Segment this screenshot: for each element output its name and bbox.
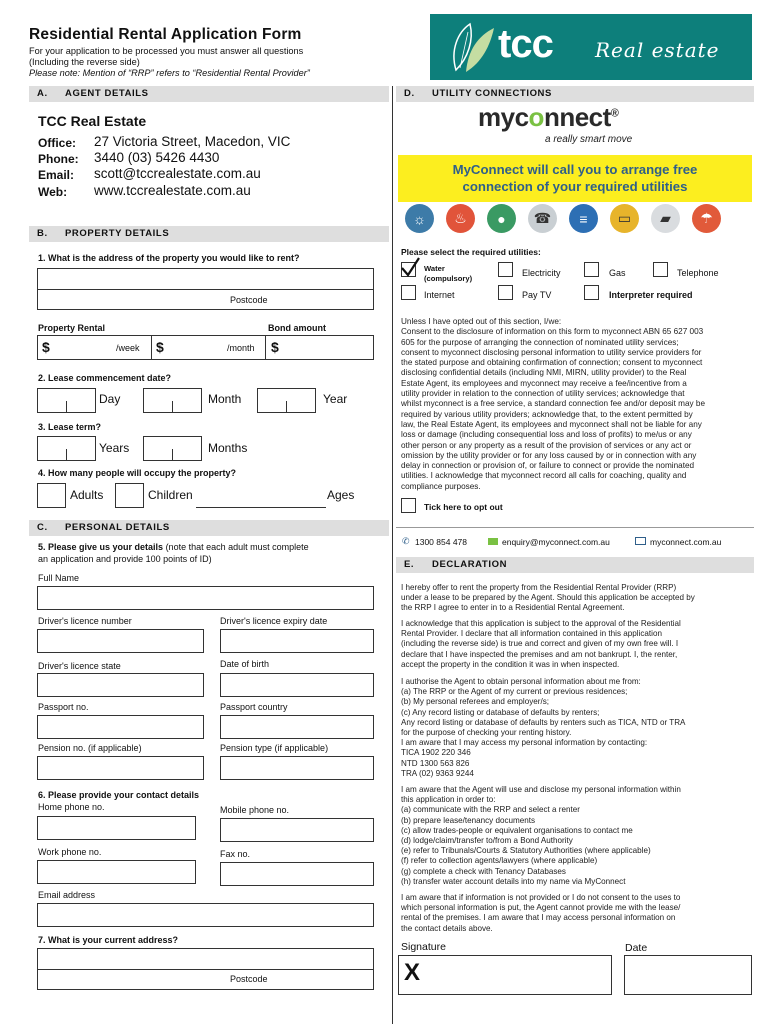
declaration-line: Any record listing or database of defaults by renters such as TICA, NTD or TRA [401,717,686,727]
children-label: Children [148,488,193,502]
consent-line: other person or any property as a result of the provision of services or any act or [401,440,692,450]
envelope-icon [488,538,498,545]
signature-label: Signature [401,941,446,953]
ages-line [196,507,326,508]
address-divider [37,289,374,290]
declaration-line: (f) refer to collection agents/lawyers (where applicable) [401,856,598,866]
declaration-line: (a) The RRP or the Agent of my current or previous residences; [401,687,628,697]
pension-no-input[interactable] [37,756,204,780]
electricity-checkbox[interactable] [498,262,513,277]
myconnect-phone: 1300 854 478 [415,537,467,547]
divider [396,527,754,528]
day-label: Day [99,392,121,406]
declaration-line: TICA 1902 220 346 [401,748,471,758]
q7-label: 7. What is your current address? [38,935,179,945]
signature-field[interactable] [398,955,612,995]
dollar-sign: $ [156,339,164,355]
divider [66,401,67,413]
q3-label: 3. Lease term? [38,422,102,432]
section-b-header: B. PROPERTY DETAILS [29,226,389,242]
paytv-checkbox[interactable] [498,285,513,300]
declaration-paragraph-1 [401,583,736,614]
declaration-line: I am aware that the Agent will use and disclose my personal information within [401,785,681,794]
logo-script: Real estate [595,38,720,62]
q1-label: 1. What is the address of the property you would like to rent? [38,253,300,263]
section-a-header: A. AGENT DETAILS [29,86,389,102]
address-divider [37,969,374,970]
laptop-icon [635,537,646,545]
column-divider [392,86,393,1024]
declaration-line: rental of the premises. I am aware that I may access personal information on [401,913,676,923]
declaration-line: (c) allow trades-people or equivalent organisations to contact me [401,825,633,835]
dob-label: Date of birth [220,659,270,669]
myconnect-banner: MyConnect will call you to arrange free connection of your required utilities [398,155,752,202]
declaration-line: (including the reverse side) is true and correct and given of my own free will. I [401,639,679,649]
declaration-line: this application in order to: [401,795,496,805]
date-label: Date [625,942,648,954]
passport-country-label: Passport country [220,702,288,712]
passport-country-input[interactable] [220,715,374,739]
licence-expiry-input[interactable] [220,629,374,653]
myconnect-logo: myconnect® [478,102,619,132]
licence-number-label: Driver's licence number [38,616,132,626]
licence-state-input[interactable] [37,673,204,697]
internet-label: Internet [424,290,455,300]
q2-label: 2. Lease commencement date? [38,373,172,383]
select-utilities-label: Please select the required utilities: [401,247,541,257]
divider [172,449,173,461]
year-label: Year [323,392,348,406]
consent-line: the stated purpose and obtaining confirmation of connection; consent to myconnect [401,358,703,368]
telephone-icon: ☎ [528,204,557,233]
declaration-line: the contact details above. [401,923,493,933]
internet-checkbox[interactable] [401,285,416,300]
declaration-line: declare that I have inspected the premises and am not bankrupt. I, the renter, [401,649,678,659]
declaration-line: I hereby offer to rent the property from the Residential Rental Provider (RRP) [401,583,677,592]
web-label: Web: [38,185,68,199]
declaration-line: I acknowledge that this application is subject to the approval of the Residential [401,619,681,628]
q5-label: 5. Please give us your details (note that each adult must complete [38,542,309,552]
consent-line: utility provider in relation to the connection of utility services; acknowledge that [401,389,685,399]
declaration-line: (g) complete a check with Tenancy Databases [401,866,566,876]
dollar-sign: $ [42,339,50,355]
section-c-header: C. PERSONAL DETAILS [29,520,389,536]
declaration-line: (h) transfer water account details into my name via MyConnect [401,876,626,886]
form-subtitle-2: (Including the reverse side) [29,57,140,67]
q4-label: 4. How many people will occupy the property? [38,468,237,478]
mobile-phone-label: Mobile phone no. [220,805,290,815]
full-name-input[interactable] [37,586,374,610]
declaration-line: (c) Any record listing or database of defaults by renters; [401,707,600,717]
consent-line: compliance purposes. [401,481,481,491]
section-e-header: E. DECLARATION [396,557,754,573]
consent-line: consent to myconnect disclosing personal information to utility service providers for [401,347,702,357]
month-label: Month [208,392,242,406]
water-label: Water (compulsory) [424,264,473,283]
postcode-label: Postcode [230,974,268,984]
work-phone-input[interactable] [37,860,196,884]
home-phone-label: Home phone no. [38,802,105,812]
interpreter-checkbox[interactable] [584,285,599,300]
water-drop-icon: ● [487,204,516,233]
umbrella-icon: ☂ [692,204,721,233]
paytv-label: Pay TV [522,290,552,300]
fax-input[interactable] [220,862,374,886]
signature-x-mark: X [404,959,421,986]
truck-icon: ▰ [651,204,680,233]
telephone-label: Telephone [677,268,719,278]
email-value: scott@tccrealestate.com.au [94,166,261,181]
rrp-note: Please note: Mention of “RRP” refers to “Residential Rental Provider” [29,68,310,78]
myconnect-tagline: a really smart move [545,134,633,145]
per-month-label: /month [227,343,255,353]
rent-bond-input[interactable] [37,335,374,360]
declaration-paragraph-5 [401,893,736,934]
consent-line: Estate Agent, its employees and myconnect may receive a fee/incentive from a [401,378,687,388]
ages-label: Ages [327,488,355,502]
lightbulb-icon: ☼ [405,204,434,233]
consent-line: utilities. I acknowledge that myconnect record all calls for coaching, quality and [401,471,687,481]
declaration-line: the RRP I agree to enter in to a Residential Rental Agreement. [401,603,625,613]
licence-state-label: Driver's licence state [38,661,121,671]
gas-checkbox[interactable] [584,262,599,277]
consent-line: delay in connection or provision of, or failure to connect or provide the nominated [401,461,695,471]
declaration-paragraph-3 [401,677,736,779]
rental-label: Property Rental [38,323,106,333]
myconnect-email: enquiry@myconnect.com.au [502,537,610,547]
dob-input[interactable] [220,673,374,697]
consent-line: omission by the utility provider or for any loss caused by or in connection with any [401,450,697,460]
consent-text [401,317,741,492]
logo-wordmark: tcc [498,22,553,66]
per-week-label: /week [116,343,140,353]
declaration-paragraph-2 [401,619,736,670]
router-icon: ≡ [569,204,598,233]
declaration-line: Rental Provider. I declare that all information contained in this application [401,629,662,639]
email-label: Email: [38,168,75,182]
consent-line: whilst myconnect is a free service, a standard connection fee and/or deposit may be [401,399,706,409]
licence-expiry-label: Driver's licence expiry date [220,616,328,626]
declaration-line: I am aware that I may access my personal information by contacting: [401,738,648,748]
checkmark-icon [399,256,421,278]
consent-line: loss or damage (including consequential loss and loss of profits) to me/us or any [401,430,692,440]
tv-icon: ▭ [610,204,639,233]
declaration-paragraph-4 [401,785,736,887]
bond-label: Bond amount [268,323,326,333]
pension-no-label: Pension no. (if applicable) [38,743,142,753]
declaration-line: (b) My personal referees and employer/s; [401,697,549,707]
divider [286,401,287,413]
divider [172,401,173,413]
divider [151,335,152,360]
date-field[interactable] [624,955,752,995]
gas-label: Gas [609,268,626,278]
telephone-checkbox[interactable] [653,262,668,277]
myconnect-web: myconnect.com.au [650,537,722,547]
consent-line: law, the Real Estate Agent, its employees and myconnect shall not be liable for any [401,419,702,429]
form-subtitle: For your application to be processed you must answer all questions [29,46,304,56]
consent-line: Consent to the disclosure of information on this form to myconnect ABN 65 627 003 [401,327,704,337]
passport-no-label: Passport no. [38,702,89,712]
declaration-line: (b) prepare lease/tenancy documents [401,815,536,825]
consent-line: Unless I have opted out of this section, I/we: [401,317,562,326]
declaration-line: (d) lodge/claim/transfer to/from a Bond Authority [401,836,573,846]
opt-out-checkbox[interactable] [401,498,416,513]
web-value: www.tccrealestate.com.au [94,183,251,198]
declaration-line: (e) refer to Tribunals/Courts & Statutory Authorities (where applicable) [401,846,651,856]
fax-label: Fax no. [220,849,251,859]
consent-line: required by various utility providers; acknowledge that, to the extent permitted by [401,409,693,419]
months-label: Months [208,441,248,455]
declaration-line: I authorise the Agent to obtain personal information about me from: [401,677,641,686]
home-phone-input[interactable] [37,816,196,840]
declaration-line: (a) communicate with the RRP and select a renter [401,805,580,815]
declaration-line: accept the property in the condition it was in when inspected. [401,659,620,669]
divider [66,449,67,461]
full-name-label: Full Name [38,573,80,583]
divider [265,335,266,360]
years-label: Years [99,441,130,455]
postcode-label: Postcode [230,295,268,305]
work-phone-label: Work phone no. [38,847,102,857]
declaration-line: TRA (02) 9363 9244 [401,768,474,778]
leaf-icon [446,20,502,76]
q6-label: 6. Please provide your contact details [38,790,200,800]
declaration-line: under a lease to be prepared by the Agent. Should this application be accepted by [401,593,695,603]
declaration-line: NTD 1300 563 826 [401,758,470,768]
interpreter-label: Interpreter required [609,290,693,300]
form-title: Residential Rental Application Form [29,26,302,43]
phone-label: Phone: [38,152,79,166]
q5-label-line2: an application and provide 100 points of ID) [38,554,212,564]
tcc-logo [430,14,752,80]
declaration-line: I am aware that if information is not provided or I do not consent to the uses to [401,893,681,902]
children-input[interactable] [115,483,144,508]
agent-name: TCC Real Estate [38,113,147,129]
email-input[interactable] [37,903,374,927]
consent-line: 605 for the purpose of arranging the connection of nominated utility services; [401,337,679,347]
pension-type-label: Pension type (if applicable) [220,743,329,753]
electricity-label: Electricity [522,268,561,278]
consent-line: disclosing confidential details (including NMI, MIRN, utility provider) to the Real [401,368,687,378]
declaration-line: which personal information is put, the Agent cannot provide me with the lease/ [401,903,681,913]
office-value: 27 Victoria Street, Macedon, VIC [94,134,291,149]
pension-type-input[interactable] [220,756,374,780]
adults-label: Adults [70,488,104,502]
mobile-phone-input[interactable] [220,818,374,842]
opt-out-label: Tick here to opt out [424,502,503,512]
passport-no-input[interactable] [37,715,204,739]
flame-icon: ♨ [446,204,475,233]
licence-number-input[interactable] [37,629,204,653]
adults-input[interactable] [37,483,66,508]
declaration-line: for the purpose of checking your renting history. [401,728,572,738]
dollar-sign: $ [271,339,279,355]
phone-value: 3440 (03) 5426 4430 [94,150,220,165]
email-label: Email address [38,890,96,900]
phone-icon: ✆ [402,536,410,546]
office-label: Office: [38,136,77,150]
section-d-header: D. UTILITY CONNECTIONS [396,86,754,102]
